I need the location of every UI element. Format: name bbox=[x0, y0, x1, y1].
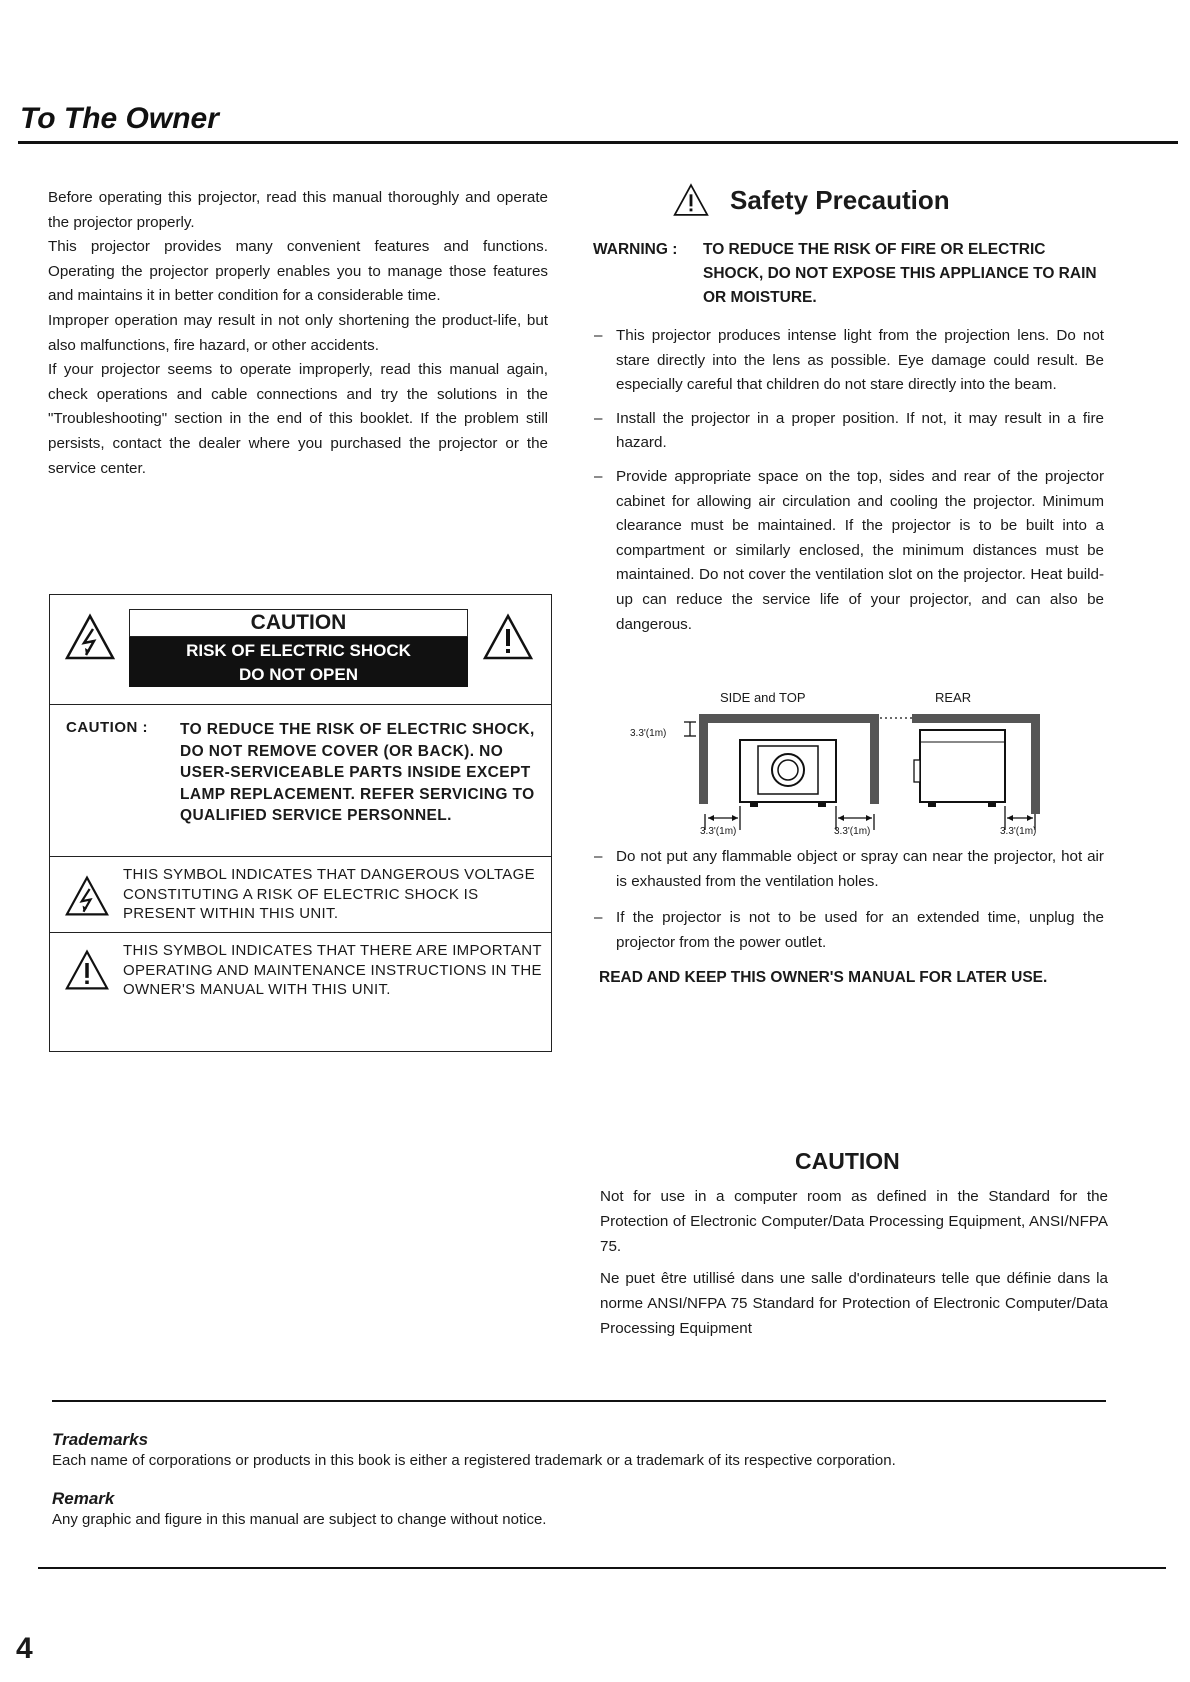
caution-notice-text: TO REDUCE THE RISK OF ELECTRIC SHOCK, DO NOT REMOVE COVER (OR BACK). NO USER-SERVICEABLE PARTS INSIDE EXCEPT LAMP REPLACEMENT. REFER SERVICING TO QUALIFIED SERVICE PERSONNEL. bbox=[180, 721, 535, 824]
footer-rule-bottom bbox=[38, 1567, 1166, 1569]
exclamation-warning-icon bbox=[64, 949, 110, 991]
caution-box-notice bbox=[50, 705, 551, 857]
caution2-english: Not for use in a computer room as defined in the Standard for the Protection of Electronic Computer/Data Processing Equipment, ANSI/NFPA 75. bbox=[600, 1188, 1108, 1255]
page-number: 4 bbox=[16, 1632, 33, 1665]
warning-text: TO REDUCE THE RISK OF FIRE OR ELECTRIC SHOCK, DO NOT EXPOSE THIS APPLIANCE TO RAIN OR MOISTURE. bbox=[703, 241, 1097, 306]
safety-bullet: – If the projector is not to be used for an extended time, unplug the projector from the power outlet. bbox=[594, 906, 1104, 955]
clearance-diagram bbox=[620, 690, 1040, 836]
trademarks-heading: Trademarks bbox=[52, 1430, 149, 1449]
caution-notice-label: CAUTION : bbox=[66, 719, 148, 736]
caution2-french: Ne puet être utillisé dans une salle d'ordinateurs telle que définie dans la norme ANSI/NFPA 75 Standard for Protection of Electronic Computer/Data Processing Equipment bbox=[600, 1270, 1108, 1337]
risk-line: DO NOT OPEN bbox=[238, 665, 358, 684]
diagram-clearance-top: 3.3'(1m) bbox=[630, 728, 667, 739]
intro-paragraph: If your projector seems to operate improperly, read this manual again, check operations and cable connections and try the solutions in the "Troubleshooting" section in the end of this booklet. If the problem still persists, contact the dealer where you purchased the projector or the service center. bbox=[48, 361, 548, 477]
safety-heading bbox=[672, 183, 950, 217]
diagram-clearance-3: 3.3'(1m) bbox=[1000, 826, 1037, 837]
caution-box bbox=[49, 594, 552, 1052]
remark-block bbox=[52, 1489, 1102, 1531]
symbol-instructions-text: THIS SYMBOL INDICATES THAT THERE ARE IMPORTANT OPERATING AND MAINTENANCE INSTRUCTIONS IN THE OWNER'S MANUAL WITH THIS UNIT. bbox=[123, 942, 542, 998]
safety-bullet: – Install the projector in a proper position. If not, it may result in a fire hazard. bbox=[594, 407, 1104, 456]
header-rule bbox=[18, 141, 1178, 144]
safety-bullets-bottom bbox=[594, 845, 1104, 955]
caution2-text bbox=[600, 1184, 1108, 1348]
safety-bullets-top bbox=[594, 324, 1104, 637]
intro-paragraph: Before operating this projector, read this manual thoroughly and operate the projector properly. bbox=[48, 189, 548, 231]
diagram-clearance-2: 3.3'(1m) bbox=[834, 826, 871, 837]
clearance-drawing bbox=[620, 690, 1040, 836]
trademarks-text: Each name of corporations or products in this book is either a registered trademark or a trademark of its respective corporation. bbox=[52, 1452, 896, 1469]
read-keep-notice: READ AND KEEP THIS OWNER'S MANUAL FOR LATER USE. bbox=[599, 969, 1048, 986]
exclamation-warning-icon bbox=[482, 613, 534, 661]
remark-text: Any graphic and figure in this manual are subject to change without notice. bbox=[52, 1511, 547, 1528]
safety-bullet: – Provide appropriate space on the top, sides and rear of the projector cabinet for allowing air circulation and cooling the projector. Minimum clearance must be maintained. If the projector is to be built into a compartment or similarly enclosed, the minimum distances must be maintained. Do not cover the ventilation slot on the projector. Heat build-up can reduce the service life of your projector, and can also be dangerous. bbox=[594, 465, 1104, 637]
exclamation-warning-icon bbox=[672, 183, 710, 217]
lightning-warning-icon bbox=[64, 875, 110, 917]
intro-text bbox=[48, 186, 548, 481]
diagram-label-side-top: SIDE and TOP bbox=[720, 690, 806, 705]
footer-rule-top bbox=[52, 1400, 1106, 1402]
trademarks-block bbox=[52, 1430, 1102, 1472]
page-title: To The Owner bbox=[20, 102, 219, 135]
caution-label: CAUTION bbox=[129, 609, 468, 637]
safety-bullet: – This projector produces intense light from the projection lens. Do not stare directly into the lens as possible. Eye damage could result. Be especially careful that children do not stare directly into the beam. bbox=[594, 324, 1104, 398]
warning-label: WARNING : bbox=[593, 241, 678, 258]
safety-bullet: – Do not put any flammable object or spray can near the projector, hot air is exhausted from the ventilation holes. bbox=[594, 845, 1104, 894]
symbol-voltage-row bbox=[50, 857, 551, 933]
intro-paragraph: This projector provides many convenient features and functions. Operating the projector properly enables you to manage those features and maintains it in better condition for a considerable time. bbox=[48, 238, 548, 305]
caution2-title: CAUTION bbox=[795, 1148, 900, 1174]
caution-box-header bbox=[50, 595, 551, 705]
diagram-clearance-1: 3.3'(1m) bbox=[700, 826, 737, 837]
symbol-instructions-row bbox=[50, 933, 551, 1051]
lightning-warning-icon bbox=[64, 613, 116, 661]
safety-heading-text: Safety Precaution bbox=[730, 184, 950, 215]
risk-line: RISK OF ELECTRIC SHOCK bbox=[186, 641, 411, 660]
remark-heading: Remark bbox=[52, 1489, 115, 1508]
intro-paragraph: Improper operation may result in not only shortening the product-life, but also malfunctions, fire hazard, or other accidents. bbox=[48, 311, 548, 354]
symbol-voltage-text: THIS SYMBOL INDICATES THAT DANGEROUS VOLTAGE CONSTITUTING A RISK OF ELECTRIC SHOCK IS PRESENT WITHIN THIS UNIT. bbox=[123, 866, 535, 922]
risk-label bbox=[129, 637, 468, 687]
diagram-label-rear: REAR bbox=[935, 690, 972, 705]
